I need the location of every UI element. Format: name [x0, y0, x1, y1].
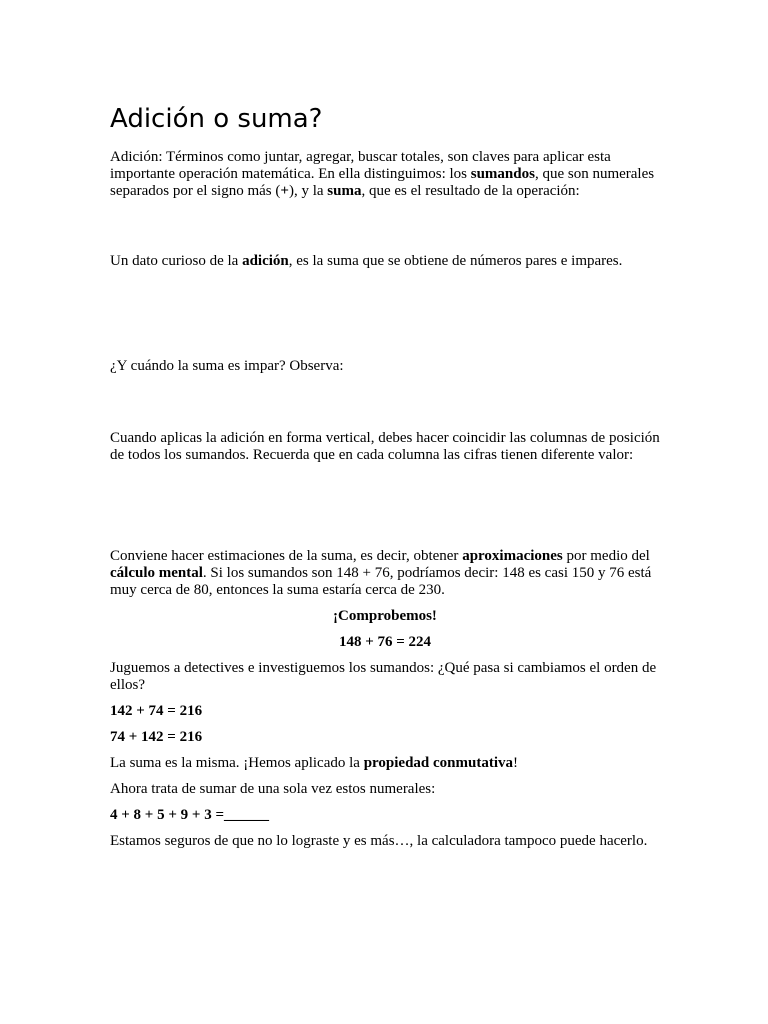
text-run: , es la suma que se obtiene de números pares e impares.: [288, 253, 623, 269]
bold-plus-sign: +: [280, 183, 289, 199]
exercise-equation: [110, 807, 660, 824]
text-run: . Si los sumandos son 148 + 76, podríamos decir: 148 es casi 150 y 76 está muy cerca de 80, entonces la suma estaría cerca de 230.: [110, 565, 652, 598]
equation-1: [110, 703, 660, 720]
bold-term-calculo-mental: cálculo mental: [110, 565, 203, 581]
odd-sum-question: ¿Y cuándo la suma es impar? Observa:: [110, 358, 344, 374]
text-run: Conviene hacer estimaciones de la suma, es decir, obtener: [110, 548, 463, 564]
text-run: Adición: Términos como juntar, agregar, buscar totales, son claves para aplicar esta importante operación matemática. En ella distinguimos: los: [110, 149, 611, 182]
bold-term-adicion: adición: [242, 253, 289, 269]
image-gap: [110, 473, 660, 548]
equation-2: [110, 729, 660, 746]
image-gap: [110, 209, 660, 253]
vertical-addition-paragraph: Cuando aplicas la adición en forma vertical, debes hacer coincidir las columnas de posición de todos los sumandos. Recuerda que en cada columna las cifras tienen diferente valor:: [110, 430, 660, 463]
equation-2-text: 74 + 142 = 216: [110, 729, 203, 745]
bold-term-sumandos: sumandos: [470, 166, 535, 182]
check-equation: [110, 634, 660, 651]
equation-1-text: 142 + 74 = 216: [110, 703, 203, 719]
text-run: La suma es la misma. ¡Hemos aplicado la: [110, 755, 364, 771]
intro-paragraph: [110, 149, 660, 200]
detectives-paragraph: Juguemos a detectives e investiguemos los sumandos: ¿Qué pasa si cambiamos el orden de ellos?: [110, 660, 657, 693]
text-run: por medio del: [562, 548, 650, 564]
text-run: !: [513, 755, 519, 771]
bold-term-propiedad-conmutativa: propiedad conmutativa: [363, 755, 514, 771]
bold-term-aproximaciones: aproximaciones: [462, 548, 563, 564]
bold-term-suma: suma: [327, 183, 362, 199]
check-heading-text: ¡Comprobemos!: [333, 608, 437, 624]
exercise-equation-text: 4 + 8 + 5 + 9 + 3 =______: [110, 807, 269, 823]
image-gap: [110, 279, 660, 358]
check-equation-text: 148 + 76 = 224: [338, 634, 432, 650]
page-title: Adición o suma?: [110, 104, 323, 134]
estimation-paragraph: [110, 548, 660, 599]
document-content: [110, 102, 660, 859]
check-heading: [110, 608, 660, 625]
commutative-paragraph: [110, 755, 660, 772]
text-run: , que es el resultado de la operación:: [361, 183, 580, 199]
closing-paragraph: Estamos seguros de que no lo lograste y es más…, la calculadora tampoco puede hacerlo.: [110, 833, 648, 849]
text-run: Un dato curioso de la: [110, 253, 243, 269]
image-gap: [110, 384, 660, 430]
curious-fact-paragraph: [110, 253, 660, 270]
text-run: ), y la: [288, 183, 328, 199]
instruction-paragraph: Ahora trata de sumar de una sola vez estos numerales:: [110, 781, 436, 797]
text-run: , que son numerales separados por el signo más (: [110, 166, 655, 199]
